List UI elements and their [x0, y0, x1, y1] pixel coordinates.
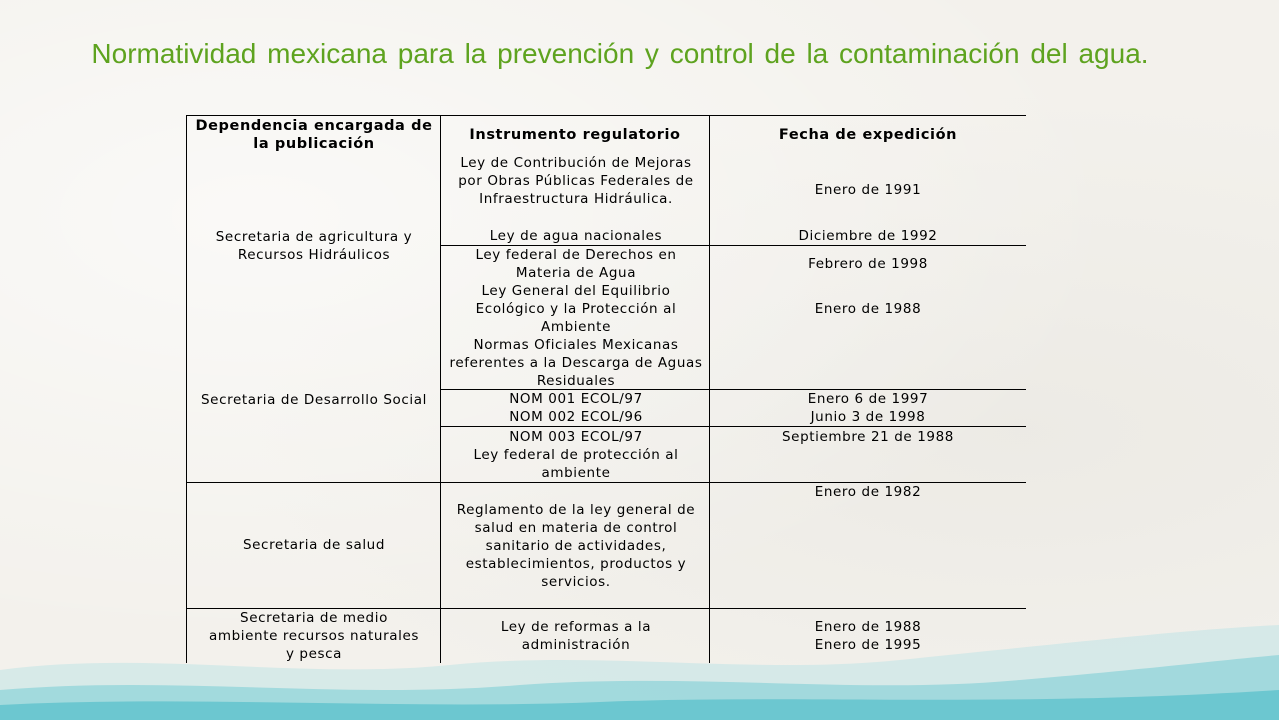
dependencia-desarrollo-social: Secretaria de Desarrollo Social — [201, 392, 427, 408]
header-fecha: Fecha de expedición — [778, 127, 958, 143]
fecha-7: Septiembre 21 de 1988 — [782, 429, 954, 445]
row-divider-3 — [440, 426, 1026, 427]
fecha-3: Febrero de 1998 — [808, 256, 928, 272]
fecha-5: Enero 6 de 1997 — [807, 391, 929, 407]
header-dependencia: Dependencia encargada de la publicación — [195, 118, 433, 152]
instrumento-ley-derechos: Ley federal de Derechos en Materia de Agua — [475, 247, 677, 281]
instrumento-nom-001: NOM 001 ECOL/97 — [509, 391, 643, 407]
slide-title: Normatividad mexicana para la prevención y control de la contaminación del agua. — [91, 38, 1149, 69]
table-border-top — [186, 115, 1026, 116]
dependencia-medio-ambiente: Secretaria de medio ambiente recursos naturales y pesca — [209, 610, 419, 662]
instrumento-nom-003: NOM 003 ECOL/97 — [509, 429, 643, 445]
instrumento-reglamento-salud: Reglamento de la ley general de salud en materia de control sanitario de actividades, establecimientos, productos y servicios. — [456, 502, 696, 590]
dependencia-agricultura: Secretaria de agricultura y Recursos Hidráulicos — [215, 229, 413, 263]
fecha-2: Diciembre de 1992 — [798, 228, 938, 244]
instrumento-ley-reformas: Ley de reformas a la administración — [500, 619, 652, 653]
instrumento-ley-contribucion: Ley de Contribución de Mejoras por Obras Públicas Federales de Infraestructura Hidráulica. — [458, 155, 694, 207]
fecha-9: Enero de 1988 — [814, 619, 922, 635]
fecha-6: Junio 3 de 1998 — [810, 409, 926, 425]
regulation-table — [186, 115, 1026, 663]
header-instrumento: Instrumento regulatorio — [469, 127, 681, 143]
fecha-4: Enero de 1988 — [814, 301, 922, 317]
fecha-8: Enero de 1982 — [814, 484, 922, 500]
table-border-left — [186, 115, 187, 663]
instrumento-ley-agua: Ley de agua nacionales — [489, 228, 663, 244]
fecha-10: Enero de 1995 — [814, 637, 922, 653]
dependencia-salud: Secretaria de salud — [242, 537, 386, 553]
instrumento-nom-002: NOM 002 ECOL/96 — [509, 409, 643, 425]
instrumento-ley-proteccion: Ley federal de protección al ambiente — [473, 447, 679, 481]
column-divider-1-lower — [440, 482, 441, 663]
fecha-1: Enero de 1991 — [814, 182, 922, 198]
instrumento-normas-oficiales: Normas Oficiales Mexicanas referentes a la Descarga de Aguas Residuales — [449, 337, 703, 389]
instrumento-ley-equilibrio: Ley General del Equilibrio Ecológico y la Protección al Ambiente — [475, 283, 677, 335]
